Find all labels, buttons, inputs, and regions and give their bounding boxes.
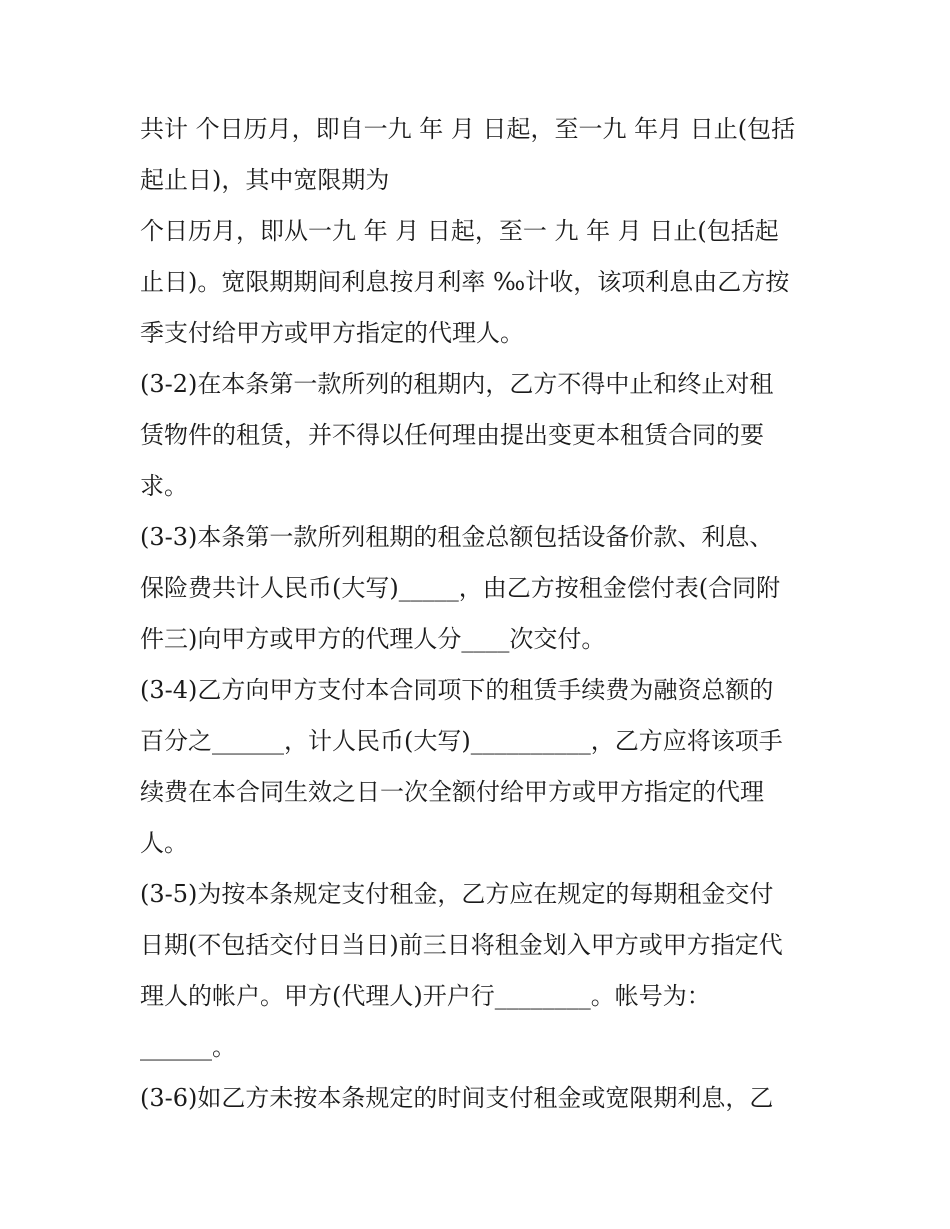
clause-3-5: (3-5)为按本条规定支付租金，乙方应在规定的每期租金交付 xyxy=(140,880,774,908)
text-line: 理人的帐户。甲方(代理人)开户行________。帐号为： xyxy=(140,982,711,1010)
text-line: 个日历月，即从一九 年 月 日起，至一 九 年 月 日止(包括起 xyxy=(140,217,779,245)
text-line: 求。 xyxy=(140,472,188,500)
text-line: 日期(不包括交付日当日)前三日将租金划入甲方或甲方指定代 xyxy=(140,931,783,959)
text-line: 止日)。宽限期期间利息按月利率 ‰计收，该项利息由乙方按 xyxy=(140,268,790,296)
text-line: 季支付给甲方或甲方指定的代理人。 xyxy=(140,319,524,347)
contract-text xyxy=(140,104,812,1124)
text-line: 续费在本合同生效之日一次全额付给甲方或甲方指定的代理 xyxy=(140,778,764,806)
clause-3-6: (3-6)如乙方未按本条规定的时间支付租金或宽限期利息，乙 xyxy=(140,1084,774,1112)
clause-3-4: (3-4)乙方向甲方支付本合同项下的租赁手续费为融资总额的 xyxy=(140,676,774,704)
text-line: 件三)向甲方或甲方的代理人分____次交付。 xyxy=(140,625,606,653)
text-line: 人。 xyxy=(140,829,188,857)
text-line: 保险费共计人民币(大写)_____，由乙方按租金偿付表(合同附 xyxy=(140,574,781,602)
text-line: 赁物件的租赁，并不得以任何理由提出变更本租赁合同的要 xyxy=(140,421,764,449)
text-line: 起止日)，其中宽限期为 xyxy=(140,166,390,194)
clause-3-2: (3-2)在本条第一款所列的租期内，乙方不得中止和终止对租 xyxy=(140,370,774,398)
text-line: ______。 xyxy=(140,1033,236,1061)
text-line: 百分之______，计人民币(大写)__________，乙方应将该项手 xyxy=(140,727,783,755)
text-line: 共计 个日历月，即自一九 年 月 日起，至一九 年月 日止(包括 xyxy=(140,115,796,143)
clause-3-3: (3-3)本条第一款所列租期的租金总额包括设备价款、利息、 xyxy=(140,523,774,551)
